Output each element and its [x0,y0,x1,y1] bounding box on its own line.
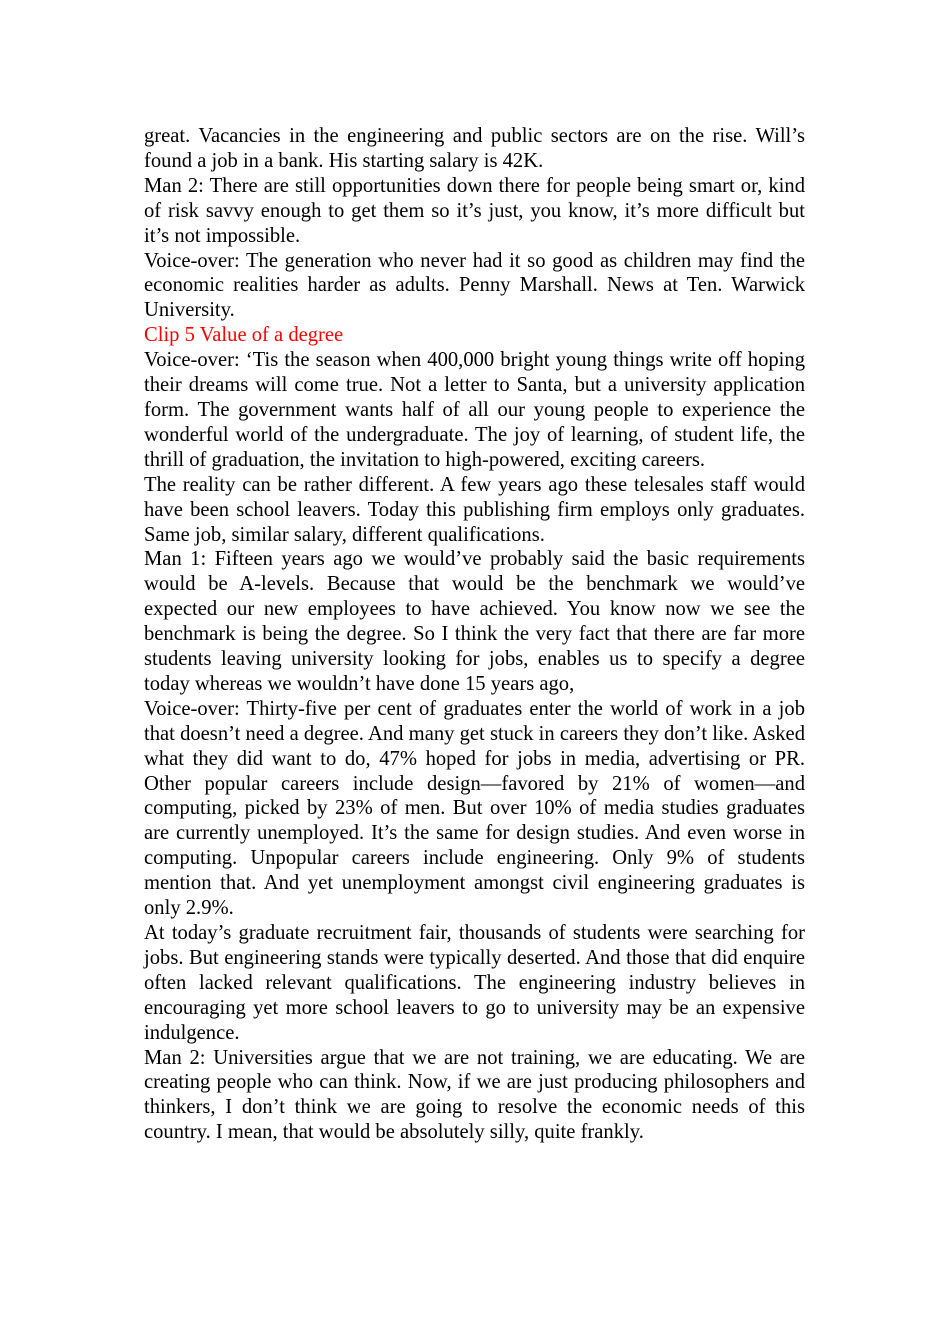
paragraph: Man 2: Universities argue that we are not training, we are educating. We are creating people who can think. Now, if we are just producing philosophers and thinkers, I don’t think we are going to resolve the economic needs of this country. I mean, that would be absolutely silly, quite frankly. [144,1046,805,1144]
paragraph: Voice-over: The generation who never had it so good as children may find the economic realities harder as adults. Penny Marshall. News at Ten. Warwick University. [144,249,805,322]
paragraph: Man 2: There are still opportunities down there for people being smart or, kind of risk savvy enough to get them so it’s just, you know, it’s more difficult but it’s not impossible. [144,174,805,247]
section-heading: Clip 5 Value of a degree [144,324,344,347]
paragraph: Voice-over: Thirty-five per cent of graduates enter the world of work in a job that doesn’t need a degree. And many get stuck in careers they don’t like. Asked what they did want to do, 47% hoped for jobs in media, advertising or PR. Other popular careers include design—favored by 21% of women—and computing, picked by 23% of men. But over 10% of media studies graduates are currently unemployed. It’s the same for design studies. And even worse in computing. Unpopular careers include engineering. Only 9% of students mention that. And yet unemployment amongst civil engineering graduates is only 2.9%. [144,697,805,920]
paragraph: Man 1: Fifteen years ago we would’ve probably said the basic requirements would be A-levels. Because that would be the benchmark we would’ve expected our new employees to have achieved. You know now we see the benchmark is being the degree. So I think the very fact that there are far more students leaving university looking for jobs, enables us to specify a degree today whereas we wouldn’t have done 15 years ago, [144,548,805,695]
paragraph: At today’s graduate recruitment fair, thousands of students were searching for jobs. But engineering stands were typically deserted. And those that did enquire often lacked relevant qualifications. The engineering industry believes in encouraging yet more school leavers to go to university may be an expensive indulgence. [144,922,805,1044]
paragraph: great. Vacancies in the engineering and public sectors are on the rise. Will’s found a job in a bank. His starting salary is 42K. [144,125,805,172]
paragraph: Voice-over: ‘Tis the season when 400,000 bright young things write off hoping their dreams will come true. Not a letter to Santa, but a university application form. The government wants half of all our young people to experience the wonderful world of the undergraduate. The joy of learning, of student life, the thrill of graduation, the invitation to high-powered, exciting careers. [144,349,805,471]
paragraph: The reality can be rather different. A few years ago these telesales staff would have been school leavers. Today this publishing firm employs only graduates. Same job, similar salary, different qualifications. [144,473,805,546]
document-body [144,124,805,1145]
